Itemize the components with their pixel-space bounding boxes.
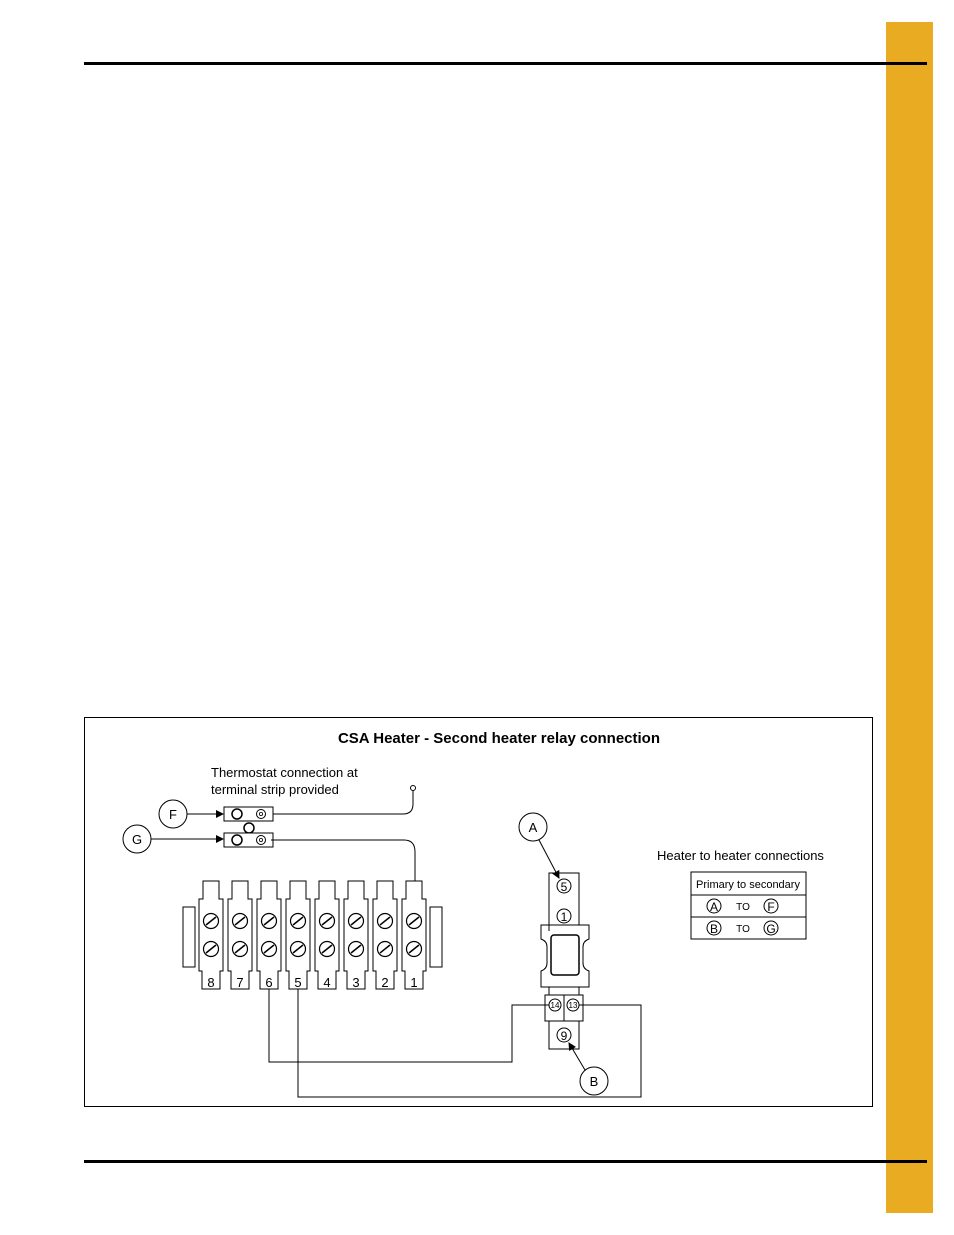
thermostat-connector-f	[224, 807, 273, 821]
callout-a-label: A	[528, 820, 538, 835]
terminal-block-8	[199, 881, 223, 990]
terminal-block-6	[257, 881, 281, 990]
terminal-block-5	[286, 881, 310, 990]
side-tab	[886, 22, 933, 1213]
terminal-block-1	[402, 881, 426, 990]
callout-f	[159, 800, 223, 828]
row1-to-word: TO	[736, 902, 750, 913]
connections-table	[691, 872, 806, 939]
row1-to: F	[767, 900, 775, 914]
terminal-block-3	[344, 881, 368, 990]
footer-rule	[84, 1160, 927, 1163]
relay-terminal-14: 14	[550, 1001, 560, 1010]
terminal-strip-right-flange	[430, 907, 442, 967]
relay-terminal-1: 1	[560, 910, 568, 924]
callout-b-label: B	[589, 1074, 599, 1089]
relay-terminal-5: 5	[560, 880, 568, 894]
terminal-block-2	[373, 881, 397, 990]
relay-terminal-9: 9	[560, 1029, 568, 1043]
terminal-block-7	[228, 881, 252, 990]
row1-from: A	[709, 900, 719, 914]
callout-b	[569, 1043, 608, 1095]
terminal-number-1: 1	[410, 975, 418, 990]
connections-heading: Heater to heater connections	[657, 848, 824, 863]
relay-window	[551, 935, 579, 975]
terminal-number-4: 4	[323, 975, 331, 990]
callout-g-label: G	[131, 832, 143, 847]
relay-terminal-13: 13	[568, 1001, 578, 1010]
callout-a	[519, 813, 559, 878]
row2-to-word: TO	[736, 924, 750, 935]
thermostat-connector-g	[224, 833, 273, 847]
row2-to: G	[766, 922, 776, 936]
terminal-number-2: 2	[381, 975, 389, 990]
terminal-number-8: 8	[207, 975, 215, 990]
terminal-block-4	[315, 881, 339, 990]
thermostat-label-line2: terminal strip provided	[211, 782, 339, 797]
row2-from: B	[709, 922, 719, 936]
thermostat-label-line1: Thermostat connection at	[211, 765, 358, 780]
terminal-number-3: 3	[352, 975, 360, 990]
header-rule	[84, 62, 927, 65]
terminal-number-7: 7	[236, 975, 244, 990]
terminal-number-6: 6	[265, 975, 273, 990]
g-to-terminal1-wire	[271, 840, 415, 881]
connector-link-ring	[244, 823, 254, 833]
terminal-strip-left-flange	[183, 907, 195, 967]
callout-g	[123, 825, 223, 853]
diagram-title: CSA Heater - Second heater relay connection	[337, 730, 661, 747]
wiring-diagram	[85, 718, 874, 1108]
wire-end-ring	[411, 786, 416, 791]
wiring-diagram-frame	[84, 717, 873, 1107]
terminal-number-5: 5	[294, 975, 302, 990]
callout-f-label: F	[169, 807, 177, 822]
terminal-strip	[183, 881, 442, 990]
connections-table-header: Primary to secondary	[696, 879, 800, 891]
terminal6-to-relay14-wire	[269, 989, 549, 1062]
relay	[541, 873, 589, 1049]
